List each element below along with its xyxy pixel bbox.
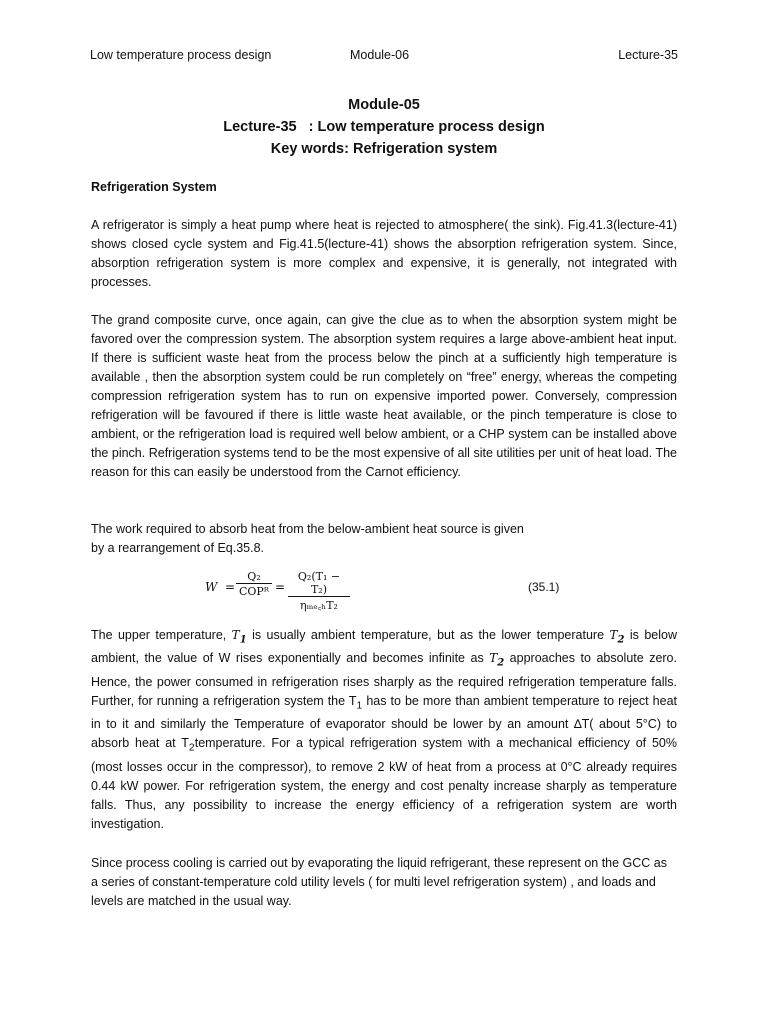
paragraph-4 (91, 626, 677, 834)
t1-subscript: 1 (239, 634, 247, 646)
equation-number: (35.1) (528, 580, 560, 594)
fraction-1 (236, 570, 272, 598)
p4-text-e: has to be more than ambient temperature to reject heat in to it and similarly the Temperature of evaporator should be lower by an amount ∆T( about 5°C) to absorb heat at T (91, 693, 677, 751)
equation-equals-1: = (225, 580, 236, 594)
paragraph-3 (91, 520, 677, 558)
section-heading: Refrigeration System (91, 180, 217, 194)
t2-symbol (609, 628, 625, 646)
p4-text-f: temperature. For a typical refrigeration system with a mechanical efficiency of 50% (most losses occur in the compressor), to remove 2 kW of heat from a process at 0°C already requires 0.44 kW power. For refrigeration system, the energy and cost penalty increase sharply as temperature falls. Thus, any possibility to increase the energy efficiency of a refrigeration system are worth investigation. (91, 736, 677, 831)
fraction-1-denominator: COPᴿ (238, 585, 270, 598)
paragraph-3-line-2: by a rearrangement of Eq.35.8. (91, 541, 265, 555)
t2b-symbol (489, 651, 505, 669)
equation-35-1 (200, 568, 600, 610)
paragraph-1: A refrigerator is simply a heat pump where heat is rejected to atmosphere( the sink). Fig.41.3(lecture-41) shows closed cycle system and Fig.41.5(lecture-41) shows the absorption refrigeration system. Since, absorption refrigeration system is more complex and expensive, it is generally, not integrated with processes. (91, 218, 677, 289)
equation-lhs: W (205, 580, 218, 594)
t2-letter: T (609, 628, 618, 642)
t2-subscript: 2 (617, 634, 625, 646)
header-right: Lecture-35 (618, 48, 678, 62)
t1-letter: T (231, 628, 240, 642)
keywords-title: Key words: Refrigeration system (270, 141, 498, 157)
paragraph-5: Since process cooling is carried out by evaporating the liquid refrigerant, these represent on the GCC as a series of constant-temperature cold utility levels ( for multi level refrigeration system) , and loads and levels are matched in the usual way. (91, 856, 668, 908)
t2b-subscript: 2 (497, 657, 505, 669)
module-title: Module-05 (348, 97, 420, 113)
header-left: Low temperature process design (90, 48, 272, 62)
fraction-2-numerator: Q₂(T₁ − T₂) (288, 570, 350, 597)
header-middle: Module-06 (350, 48, 410, 62)
equation-equals-2: = (275, 580, 286, 594)
p4-subscript-1: 1 (356, 700, 363, 712)
title-block (0, 94, 768, 160)
paragraph-3-line-1: The work required to absorb heat from the below-ambient heat source is given (91, 522, 524, 536)
fraction-2-denominator: ηₘₑ꜀ₕT₂ (300, 599, 338, 612)
p4-text-b: is usually ambient temperature, but as the lower temperature (246, 628, 610, 642)
paragraph-2: The grand composite curve, once again, can give the clue as to when the absorption system might be favored over the compression system. The absorption system requires a large above-ambient heat input. If there is sufficient waste heat from the process below the pinch at a sufficiently high temperature is available , then the absorption system could be run completely on “free” energy, whereas the competing compression refrigeration system has to run on expensive imported power. Conversely, compression refrigeration will be favoured if there is little waste heat available, or the pinch temperature is close to ambient, or the refrigeration load is required well below ambient, or a CHP system can be installed above the pinch. Refrigeration systems tend to be the most expensive of all site utilities per unit of heat load. The reason for this can easily be understood from the Carnot efficiency. (91, 313, 677, 479)
p4-text-d: approaches to absolute zero. Hence, the power consumed in refrigeration rises sharply as the required refrigeration temperature falls. Further, for running a refrigeration system the T (91, 651, 677, 708)
t2b-letter: T (489, 651, 498, 666)
page-header (90, 48, 678, 66)
lecture-title: Lecture-35 : Low temperature process design (223, 119, 545, 135)
p4-subscript-2: 2 (188, 742, 195, 754)
p4-text-a: The upper temperature, (91, 628, 232, 642)
t1-symbol (231, 628, 247, 646)
fraction-2 (288, 570, 350, 613)
p4-text-c: is below ambient, the value of W rises exponentially and becomes infinite as (91, 628, 678, 666)
fraction-1-numerator: Q₂ (236, 570, 272, 584)
